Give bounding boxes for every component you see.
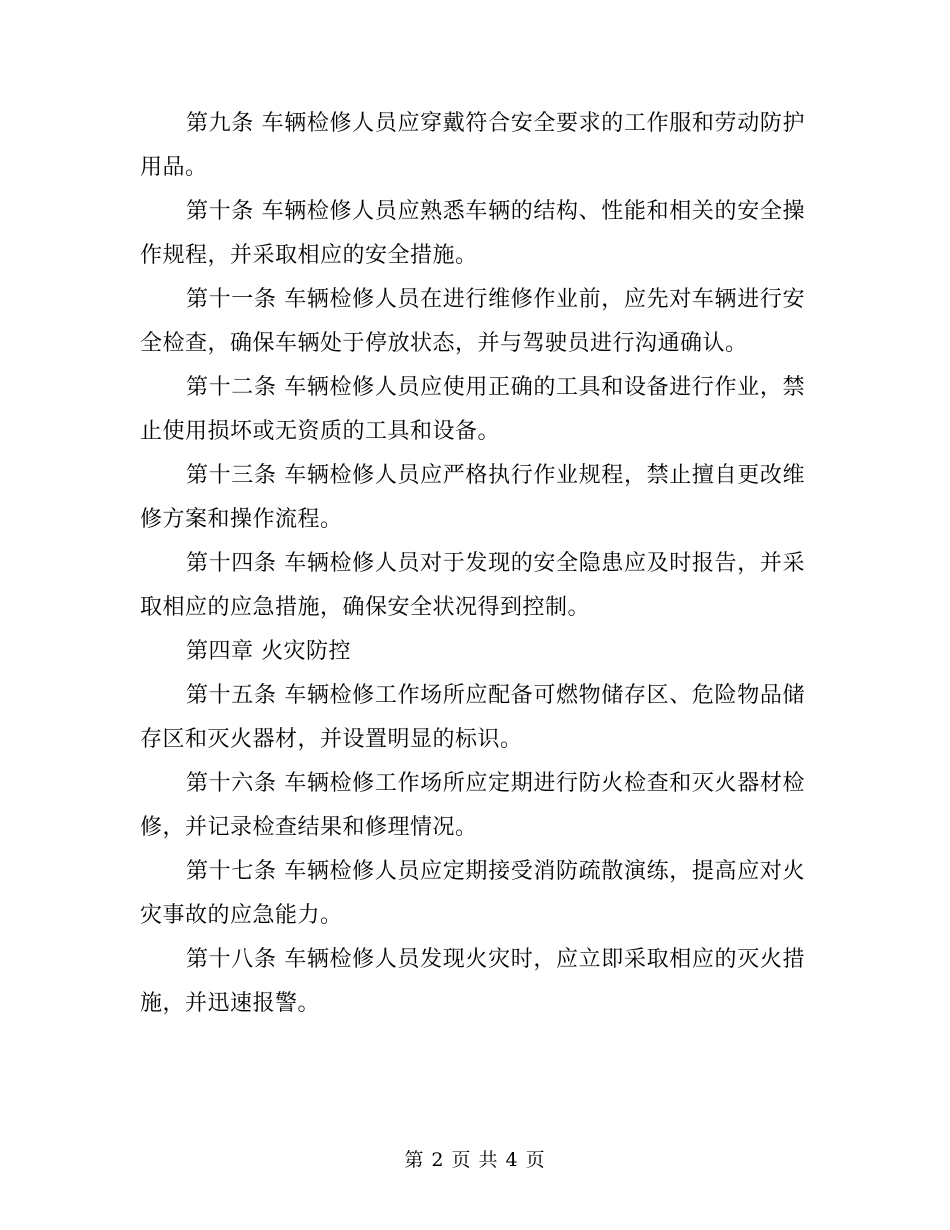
article-18: 第十八条 车辆检修人员发现火灾时，应立即采取相应的灭火措施，并迅速报警。 xyxy=(140,947,805,1016)
article-16: 第十六条 车辆检修工作场所应定期进行防火检查和灭火器材检修，并记录检查结果和修理情况。 xyxy=(140,771,805,840)
article-12: 第十二条 车辆检修人员应使用正确的工具和设备进行作业，禁止使用损坏或无资质的工具和设备。 xyxy=(140,375,805,444)
document-body xyxy=(140,102,805,1026)
article-9: 第九条 车辆检修人员应穿戴符合安全要求的工作服和劳动防护用品。 xyxy=(140,111,805,180)
article-11: 第十一条 车辆检修人员在进行维修作业前，应先对车辆进行安全检查，确保车辆处于停放状态，并与驾驶员进行沟通确认。 xyxy=(140,287,805,356)
article-10: 第十条 车辆检修人员应熟悉车辆的结构、性能和相关的安全操作规程，并采取相应的安全措施。 xyxy=(140,199,805,268)
article-15: 第十五条 车辆检修工作场所应配备可燃物储存区、危险物品储存区和灭火器材，并设置明显的标识。 xyxy=(140,683,805,752)
chapter-heading: 第四章 火灾防控 xyxy=(186,639,351,664)
article-13: 第十三条 车辆检修人员应严格执行作业规程，禁止擅自更改维修方案和操作流程。 xyxy=(140,463,805,532)
article-14: 第十四条 车辆检修人员对于发现的安全隐患应及时报告，并采取相应的应急措施，确保安全状况得到控制。 xyxy=(140,551,805,620)
article-17: 第十七条 车辆检修人员应定期接受消防疏散演练，提高应对火灾事故的应急能力。 xyxy=(140,859,805,928)
page-number-footer: 第 2 页 共 4 页 xyxy=(404,1149,546,1171)
